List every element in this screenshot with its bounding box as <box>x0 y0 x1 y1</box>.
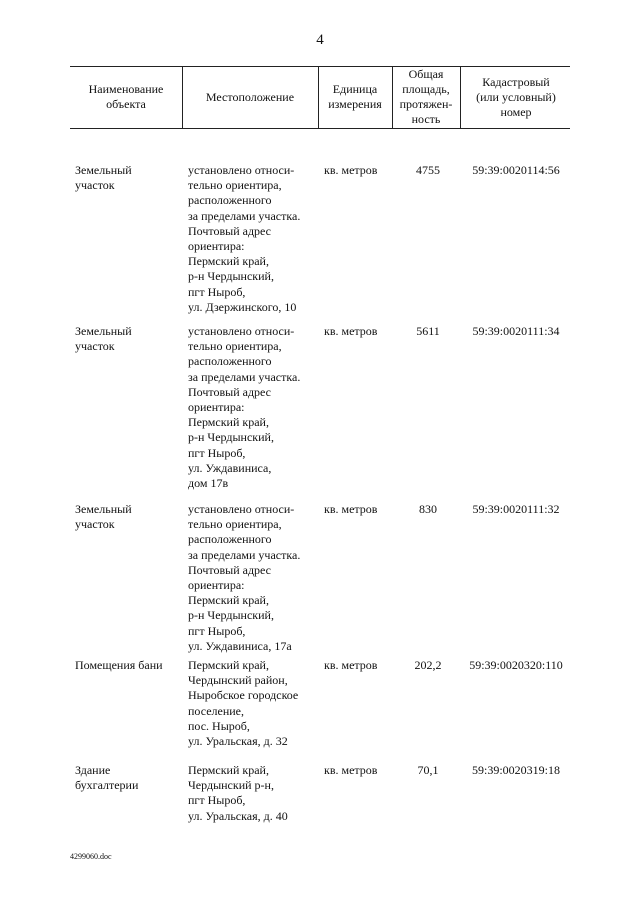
object-location: установлено относи- тельно ориентира, расположенного за пределами участка. Почтовый адрес ориентира: Пермский край, р-н Чердынский, пгт Ныроб, ул. Уждавиниса, дом 17в <box>188 324 301 491</box>
object-location: Пермский край, Чердынский р-н, пгт Ныроб, ул. Уральская, д. 40 <box>188 763 288 823</box>
column-divider <box>460 66 461 128</box>
object-name: Помещения бани <box>75 658 163 672</box>
object-area: 70,1 <box>417 763 439 777</box>
object-cadastral-number: 59:39:0020319:18 <box>471 763 560 777</box>
object-unit: кв. метров <box>324 163 378 177</box>
object-name: Земельный участок <box>75 324 132 354</box>
header-unit: Единица измерения <box>328 82 382 111</box>
object-name: Земельный участок <box>75 502 132 532</box>
object-location: установлено относи- тельно ориентира, расположенного за пределами участка. Почтовый адрес ориентира: Пермский край, р-н Чердынский, пгт Ныроб, ул. Уждавиниса, 17а <box>188 502 301 653</box>
object-cadastral-number: 59:39:0020114:56 <box>472 163 560 177</box>
object-area: 5611 <box>416 324 440 338</box>
object-cadastral-number: 59:39:0020111:34 <box>472 324 560 338</box>
object-unit: кв. метров <box>324 502 378 516</box>
object-cadastral-number: 59:39:0020111:32 <box>472 502 560 516</box>
table-header-bottom-border <box>70 128 570 129</box>
column-divider <box>392 66 393 128</box>
header-area: Общая площадь, протяжен- ность <box>399 67 453 126</box>
object-unit: кв. метров <box>324 324 378 338</box>
header-name: Наименование объекта <box>88 82 164 111</box>
column-divider <box>182 66 183 128</box>
object-cadastral-number: 59:39:0020320:110 <box>469 658 563 672</box>
object-location: установлено относи- тельно ориентира, расположенного за пределами участка. Почтовый адрес ориентира: Пермский край, р-н Чердынский, пгт Ныроб, ул. Дзержинского, 10 <box>188 163 301 314</box>
document-filename: 4299060.doc <box>70 852 112 861</box>
object-location: Пермский край, Чердынский район, Ныробское городское поселение, пос. Ныроб, ул. Уральская, д. 32 <box>188 658 299 749</box>
object-area: 830 <box>419 502 437 516</box>
header-cadastral: Кадастровый (или условный) номер <box>476 75 556 119</box>
page-number: 4 <box>316 32 324 48</box>
table-header-top-border <box>70 66 570 67</box>
column-divider <box>318 66 319 128</box>
object-area: 4755 <box>416 163 440 177</box>
header-location: Местоположение <box>205 90 295 104</box>
object-area: 202,2 <box>414 658 442 672</box>
object-unit: кв. метров <box>324 658 378 672</box>
object-unit: кв. метров <box>324 763 378 777</box>
object-name: Земельный участок <box>75 163 132 193</box>
object-name: Здание бухгалтерии <box>75 763 139 793</box>
